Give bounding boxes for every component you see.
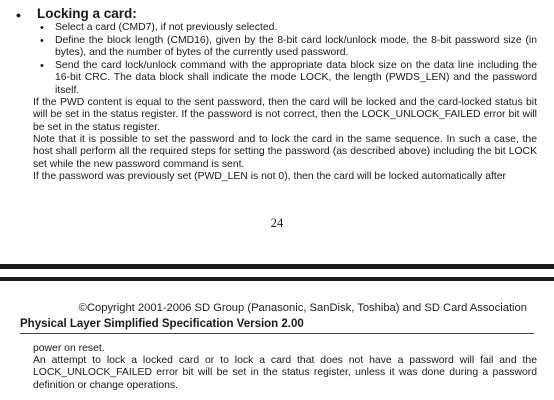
paragraph-power-on-reset: power on reset. xyxy=(33,343,105,354)
paragraph-lock-attempt: An attempt to lock a locked card or to lock a card that does not have a password will fail and the LOCK_UNLOCK_FAILED error bit will be set in the status register, unless it was done during a password definition or change operations. xyxy=(33,355,537,391)
bullet-marker: • xyxy=(16,7,21,23)
sub-item-define-block-length xyxy=(40,35,537,60)
sub-bullet-marker: • xyxy=(40,60,44,72)
copyright-notice: ©Copyright 2001-2006 SD Group (Panasonic, SanDisk, Toshiba) and SD Card Association xyxy=(78,302,527,314)
paragraph-previously-set: If the password was previously set (PWD_LEN is not 0), then the card will be locked automatically after xyxy=(33,171,506,182)
sub-bullet-marker: • xyxy=(40,35,44,47)
page-break-bar xyxy=(0,277,554,281)
sub-item-select-card xyxy=(40,22,537,34)
page-break-bar xyxy=(0,264,554,269)
paragraph-set-and-lock: Note that it is possible to set the password and to lock the card in the same sequence. In such a case, the host shall perform all the required steps for setting the password (as described above) including the bit LOCK set while the new password command is sent. xyxy=(33,134,537,170)
header-rule xyxy=(20,333,534,334)
section-heading: Locking a card: xyxy=(37,6,137,21)
spec-title: Physical Layer Simplified Specification Version 2.00 xyxy=(20,318,304,330)
sub-item-text: Select a card (CMD7), if not previously selected. xyxy=(55,22,278,33)
sub-item-text: Define the block length (CMD16), given by the 8-bit card lock/unlock mode, the 8-bit password size (in bytes), and the number of bytes of the currently used password. xyxy=(55,35,537,59)
paragraph-pwd-check: If the PWD content is equal to the sent password, then the card will be locked and the card-locked status bit will be set in the status register. If the password is not correct, then the LOCK_UNLOCK_FAILED error bit will be set in the status register. xyxy=(33,97,537,133)
sub-item-send-command xyxy=(40,60,537,97)
sub-bullet-marker: • xyxy=(40,22,44,34)
page-number: 24 xyxy=(270,216,284,230)
sub-item-text: Send the card lock/unlock command with the appropriate data block size on the data line including the 16-bit CRC. The data block shall indicate the mode LOCK, the length (PWDS_LEN) and the password itself. xyxy=(55,60,537,96)
